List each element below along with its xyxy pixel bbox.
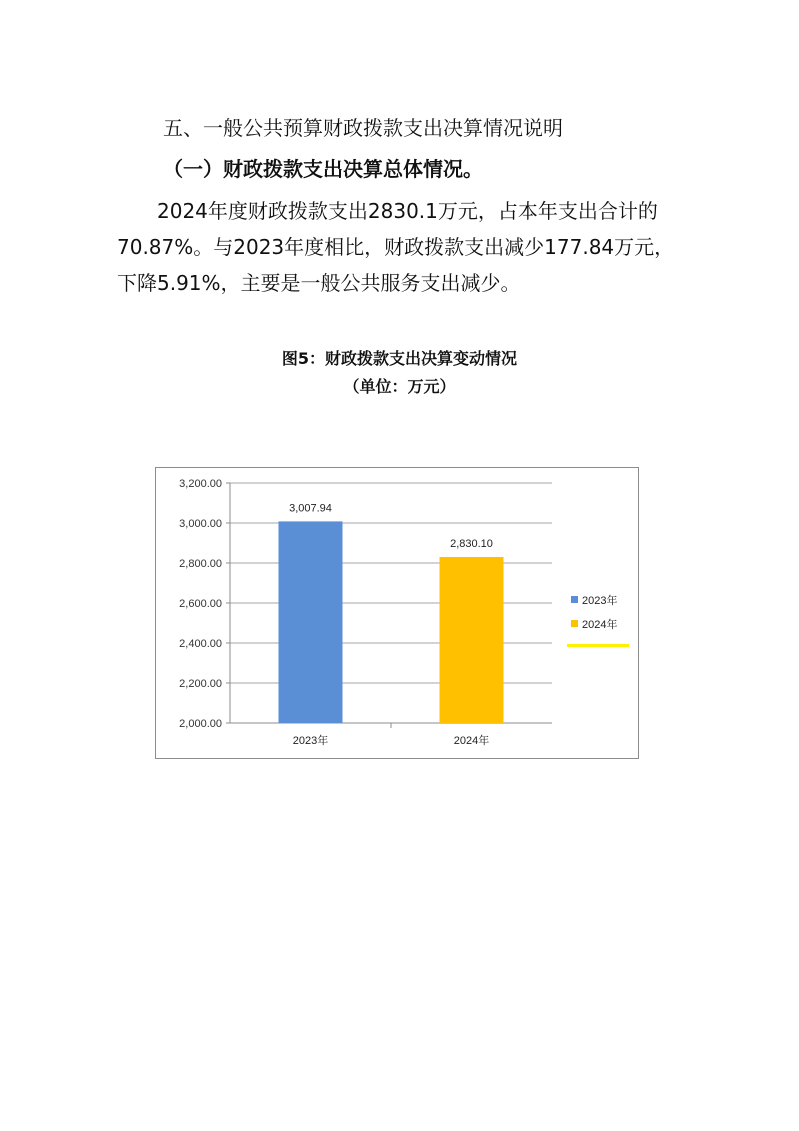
bar-1 (279, 521, 343, 723)
legend-label: 2023年 (582, 595, 618, 607)
paragraph-text: 2024年度财政拨款支出2830.1万元，占本年支出合计的70.87%。与2023年度相比，财政拨款支出减少177.84万元，下降5.91%，主要是一般公共服务支出减少。 (117, 199, 675, 295)
y-tick-label: 3,000.00 (179, 518, 222, 530)
data-label: 3,007.94 (289, 502, 332, 515)
legend-underline (567, 644, 629, 647)
figure-unit: （单位：万元） (343, 377, 456, 396)
legend-swatch (571, 596, 578, 603)
y-tick-label: 2,400.00 (179, 638, 222, 650)
y-tick-label: 3,200.00 (179, 478, 222, 490)
bar-chart (155, 467, 639, 759)
sub-heading: （一）财政拨款支出决算总体情况。 (163, 157, 483, 181)
figure-title: 图5：财政拨款支出决算变动情况 (281, 349, 518, 368)
data-label: 2,830.10 (450, 537, 493, 550)
section-heading: 五、一般公共预算财政拨款支出决算情况说明 (163, 116, 563, 140)
x-tick-label: 2023年 (292, 735, 329, 747)
y-tick-label: 2,200.00 (179, 678, 222, 690)
chart-border (156, 468, 639, 759)
legend-swatch (571, 620, 578, 627)
bar-2 (440, 557, 504, 723)
legend-label: 2024年 (582, 619, 618, 631)
y-tick-label: 2,000.00 (179, 718, 222, 730)
y-tick-label: 2,600.00 (179, 598, 222, 610)
x-tick-label: 2024年 (453, 735, 490, 747)
y-tick-label: 2,800.00 (179, 558, 222, 570)
body-paragraph (117, 193, 677, 301)
